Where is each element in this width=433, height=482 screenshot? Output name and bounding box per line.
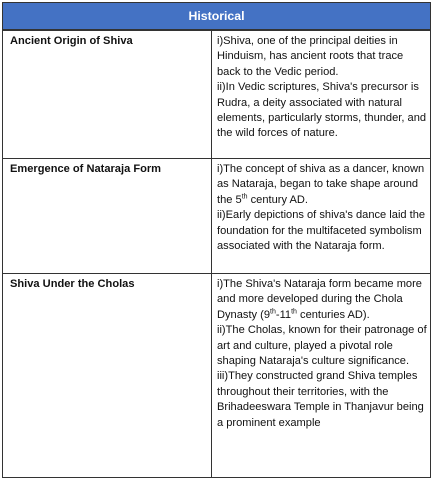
table-title: Historical [3, 3, 431, 31]
table-row [3, 30, 431, 159]
description-cell [212, 30, 431, 159]
topic-cell: Emergence of Nataraja Form [3, 159, 212, 274]
description-cell [212, 159, 431, 274]
historical-table [2, 2, 431, 478]
superscript: th [270, 308, 276, 316]
description-point: ii)In Vedic scriptures, Shiva's precursor is Rudra, a deity associated with natural elements, particularly storms, thunder, and the wild forces of nature. [217, 81, 427, 140]
description-point: ii)Early depictions of shiva's dance laid the foundation for the multifaceted symbolism associated with the Nataraja form. [217, 209, 426, 253]
description-cell [212, 274, 431, 478]
description-point: i)Shiva, one of the principal deities in Hinduism, has ancient roots that trace back to the Vedic period. [217, 35, 404, 78]
superscript: th [241, 193, 248, 201]
description-point: i)The Shiva's Nataraja form became more and more developed during the Chola Dynasty (9th-11th centuries AD). [217, 278, 422, 321]
description-point: i)The concept of shiva as a dancer, known as Nataraja, began to take shape around the 5th century AD. [217, 163, 425, 206]
description-point: ii)The Cholas, known for their patronage of art and culture, played a pivotal role shaping Nataraja's culture significance. [217, 324, 427, 368]
table-row [3, 274, 431, 478]
topic-cell: Shiva Under the Cholas [3, 274, 212, 478]
topic-cell: Ancient Origin of Shiva [3, 30, 212, 159]
table-row [3, 159, 431, 274]
superscript: th [291, 308, 297, 316]
description-point: iii)They constructed grand Shiva temples throughout their territories, with the Brihadeeswara Temple in Thanjavur being a prominent example [217, 370, 424, 429]
